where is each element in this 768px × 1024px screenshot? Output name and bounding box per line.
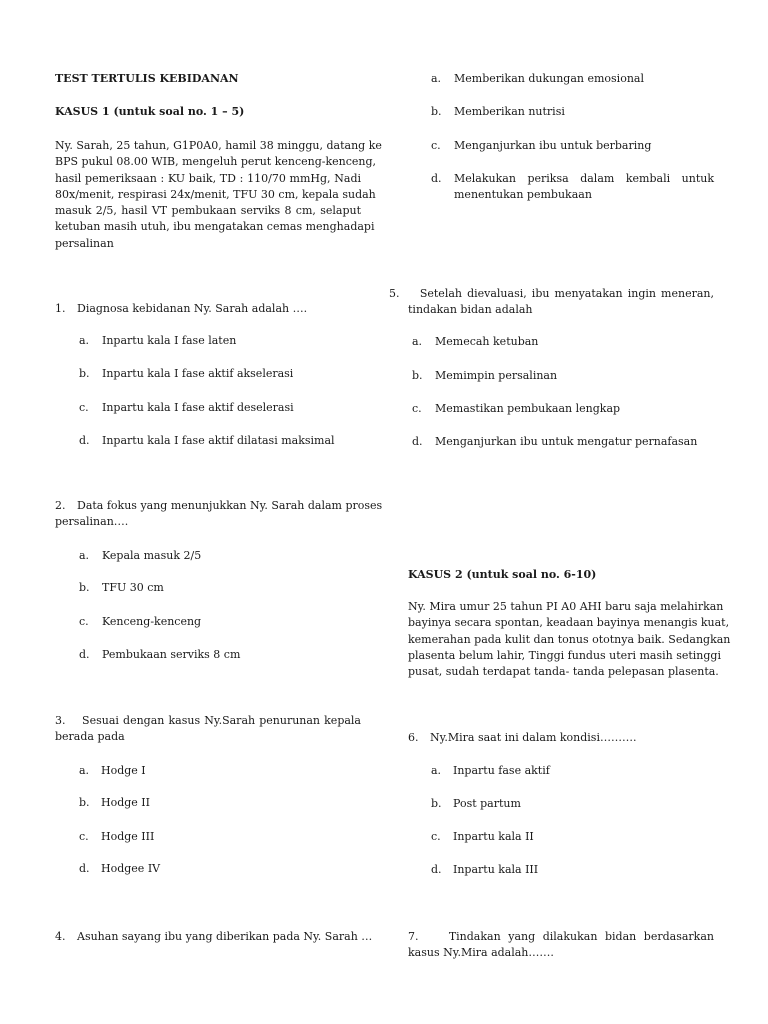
option-text: Hodge III (101, 830, 155, 843)
option-letter: a. (79, 549, 90, 562)
kasus2-line: plasenta belum lahir, Tinggi fundus uteri masih setinggi (408, 648, 721, 662)
kasus2-line: pusat, sudah terdapat tanda- tanda pelepasan plasenta. (408, 665, 719, 679)
option-letter: c. (79, 401, 89, 414)
option-text: Menganjurkan ibu untuk mengatur pernafasan (435, 435, 698, 448)
q7-question (408, 929, 714, 961)
kasus2-line: kemerahan pada kulit dan tonus ototnya baik. Sedangkan (408, 632, 731, 646)
document-title: TEST TERTULIS KEBIDANAN (55, 72, 239, 85)
option-letter: b. (79, 581, 90, 594)
option-letter: c. (79, 830, 89, 843)
q7-text: Tindakan yang dilakukan bidan berdasarkan (448, 930, 714, 943)
kasus1-line: hasil pemeriksaan : KU baik, TD : 110/70 mmHg, Nadi (55, 171, 361, 185)
q5-text-line1 (389, 286, 714, 302)
option-text: Inpartu kala I fase laten (102, 334, 237, 347)
option-letter: a. (79, 334, 90, 347)
option-text: Hodgee IV (101, 862, 161, 875)
kasus1-line: Ny. Sarah, 25 tahun, G1P0A0, hamil 38 minggu, datang ke (55, 139, 382, 152)
option-text: Menganjurkan ibu untuk berbaring (454, 139, 652, 152)
option-letter: b. (431, 797, 442, 810)
kasus1-paragraph (55, 138, 382, 252)
q6-number: 6. (408, 731, 419, 744)
option-text: Memberikan nutrisi (454, 105, 565, 118)
option-letter: c. (431, 139, 441, 152)
q3-text-line2: berada pada (55, 730, 125, 743)
option-text: Hodge II (101, 796, 150, 809)
option-text (454, 171, 714, 203)
q3-text-line1 (55, 713, 361, 729)
option-text: Inpartu kala I fase aktif akselerasi (102, 367, 294, 380)
option-text: Memimpin persalinan (435, 369, 558, 382)
q7-text-line1 (408, 929, 714, 945)
kasus1-line: 80x/menit, respirasi 24x/menit, TFU 30 cm, kepala sudah (55, 187, 376, 201)
option-letter: c. (431, 830, 441, 843)
option-text: Memecah ketuban (435, 335, 539, 348)
option-letter: c. (79, 615, 89, 628)
q4-number: 4. (55, 930, 66, 943)
option-text: Hodge I (101, 764, 146, 777)
option-text-line2: menentukan pembukaan (454, 188, 592, 201)
option-letter: d. (431, 863, 442, 876)
option-text: Inpartu kala I fase aktif deselerasi (102, 401, 294, 414)
kasus1-line: ketuban masih utuh, ibu mengatakan cemas menghadapi (55, 220, 375, 234)
q3-number: 3. (55, 714, 66, 727)
kasus1-line: persalinan (55, 236, 114, 250)
q1-number: 1. (55, 302, 66, 315)
option-letter: b. (412, 369, 423, 382)
option-text: Kepala masuk 2/5 (102, 549, 202, 562)
q2-text-line2: persalinan…. (55, 515, 129, 528)
kasus2-paragraph (408, 599, 731, 680)
q2-text-line1: Data fokus yang menunjukkan Ny. Sarah dalam proses (77, 499, 383, 512)
option-text: Inpartu kala III (453, 863, 539, 876)
kasus1-heading: KASUS 1 (untuk soal no. 1 – 5) (55, 105, 245, 118)
option-text: TFU 30 cm (102, 581, 164, 594)
kasus2-line: Ny. Mira umur 25 tahun PI A0 AHI baru saja melahirkan (408, 600, 724, 613)
option-letter: b. (79, 796, 90, 809)
q1-text: Diagnosa kebidanan Ny. Sarah adalah …. (77, 302, 308, 315)
kasus2-heading: KASUS 2 (untuk soal no. 6-10) (408, 568, 597, 581)
option-letter: d. (431, 172, 442, 185)
q5-question (389, 286, 714, 302)
q5-text-line2: tindakan bidan adalah (408, 303, 533, 316)
kasus2-line: bayinya secara spontan, keadaan bayinya menangis kuat, (408, 616, 730, 630)
option-text: Memberikan dukungan emosional (454, 72, 644, 85)
kasus1-line: masuk 2/5, hasil VT pembukaan serviks 8 cm, selaput (55, 204, 361, 218)
option-letter: a. (431, 72, 442, 85)
q3-text: Sesuai dengan kasus Ny.Sarah penurunan kepala (82, 714, 361, 727)
option-letter: b. (431, 105, 442, 118)
option-text: Inpartu kala II (453, 830, 534, 843)
option-letter: a. (412, 335, 423, 348)
option-text: Inpartu fase aktif (453, 764, 550, 777)
option-letter: d. (79, 648, 90, 661)
option-letter: c. (412, 402, 422, 415)
option-letter: a. (79, 764, 90, 777)
option-text: Post partum (453, 797, 521, 810)
option-letter: d. (412, 435, 423, 448)
option-text-line1: Melakukan periksa dalam kembali untuk (454, 172, 714, 185)
option-letter: d. (79, 434, 90, 447)
q3-question (55, 713, 361, 745)
option-letter: a. (431, 764, 442, 777)
option-letter: b. (79, 367, 90, 380)
option-letter: d. (79, 862, 90, 875)
q7-number: 7. (408, 930, 419, 943)
q5-number: 5. (389, 287, 400, 300)
q6-text: Ny.Mira saat ini dalam kondisi………. (430, 731, 637, 744)
q5-text: Setelah dievaluasi, ibu menyatakan ingin meneran, (419, 287, 714, 300)
option-text: Kenceng-kenceng (102, 615, 202, 628)
kasus1-line: BPS pukul 08.00 WIB, mengeluh perut kenceng-kenceng, (55, 155, 377, 169)
q4-text: Asuhan sayang ibu yang diberikan pada Ny. Sarah … (77, 930, 373, 943)
q7-text-line2: kasus Ny.Mira adalah……. (408, 946, 554, 959)
q2-number: 2. (55, 499, 66, 512)
option-text: Pembukaan serviks 8 cm (102, 648, 241, 661)
option-text: Inpartu kala I fase aktif dilatasi maksimal (102, 434, 335, 447)
option-text: Memastikan pembukaan lengkap (435, 402, 621, 415)
